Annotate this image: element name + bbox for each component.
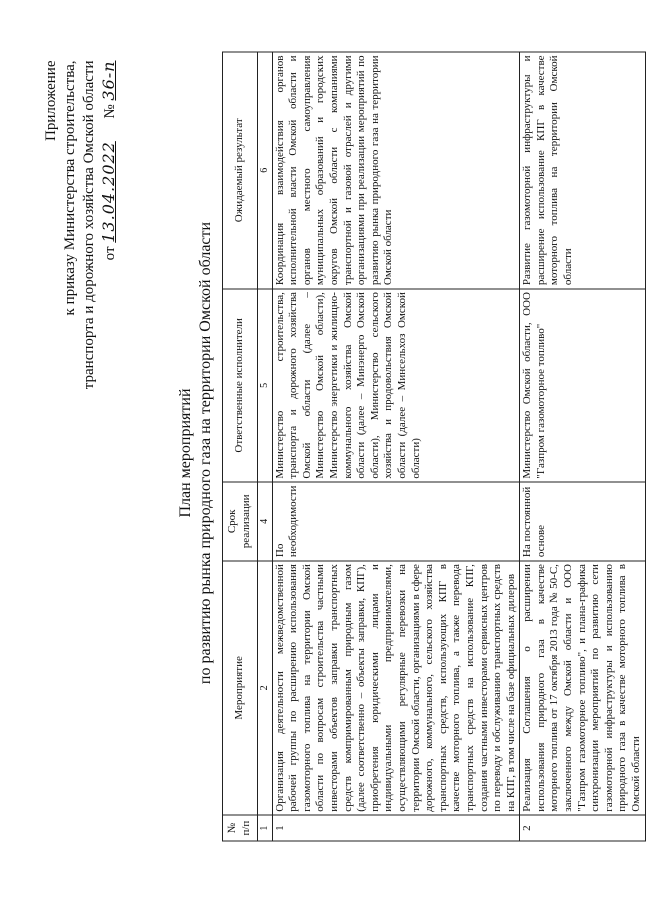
appendix-line-3: транспорта и дорожного хозяйства Омской области <box>81 60 97 389</box>
appendix-line-2: к приказу Министерства строительства, <box>62 60 78 315</box>
row-executors: Министерство Омской области, ООО "Газпром газомоторное топливо" <box>520 288 645 481</box>
header-num: № п/п <box>223 815 258 841</box>
row-activity: Организация деятельности межведомственной рабочей группы по расширению использования газомоторного топлива на территории Омской области по вопросам строительства частными инвесторами объектов заправки транспортных средств компримированным природным газом (далее соответственно – объекты заправки, КПГ), приобретения юридическими лицами и индивидуальными предпринимателями, осуществляющими регулярные перевозки на территории Омской области, организациями в сфере дорожного, коммунального, сельского хозяйства транспортных средств, использующих КПГ в качестве моторного топлива, а также перевода транспортных средств на использование КПГ, создания частными инвесторами сервисных центров по переводу и обслуживанию транспортных средств на КПГ, в том числе на базе официальных дилеров <box>272 560 520 815</box>
number-label: № <box>102 103 118 119</box>
plan-table <box>222 51 646 841</box>
appendix-date-line <box>99 60 120 480</box>
title-line-1: План мероприятий <box>177 387 194 518</box>
colnum-2: 2 <box>258 560 273 815</box>
title-line-2: по развитию рынка природного газа на территории Омской области <box>197 221 214 684</box>
row-result: Координация взаимодействия органов исполнительной власти Омской области и органов местного самоуправления муниципальных образований и городских округов Омской области с компаниями транспортной и газовой отраслей и другими организациями при реализации мероприятий по развитию рынка природного газа на территории Омской области <box>272 52 520 289</box>
order-date: 13.04.2022 <box>99 140 118 243</box>
row-result: Развитие газомоторной инфраструктуры и расширение использование КПГ в качестве моторного топлива на территории Омской области <box>520 52 645 289</box>
table-row <box>272 52 520 841</box>
table-row <box>520 52 645 841</box>
colnum-1: 1 <box>258 815 273 841</box>
colnum-4: 4 <box>258 482 273 561</box>
header-result: Ожидаемый результат <box>223 52 258 289</box>
order-number: 36-п <box>99 60 118 101</box>
row-term: По необходимости <box>272 482 520 561</box>
appendix-line-1: Приложение <box>43 60 59 141</box>
row-term: На постоянной основе <box>520 482 645 561</box>
header-executors: Ответственные исполнители <box>223 288 258 481</box>
header-activity: Мероприятие <box>223 560 258 815</box>
appendix-header <box>42 60 120 480</box>
row-num: 2 <box>520 815 645 841</box>
row-num: 1 <box>272 815 520 841</box>
colnum-6: 6 <box>258 52 273 289</box>
column-number-row <box>258 52 273 841</box>
row-activity: Реализация Соглашения о расширении использования природного газа в качестве моторного топлива от 17 октября 2013 года № 50-С, заключенного между Омской области и ООО "Газпром газомоторное топливо", и плана-графика синхронизации мероприятий по развитию сети газомоторной инфраструктуры и использованию природного газа в качестве моторного топлива в Омской области <box>520 560 645 815</box>
plan-title <box>176 80 216 825</box>
colnum-5: 5 <box>258 288 273 481</box>
row-executors: Министерство строительства, транспорта и дорожного хозяйства Омской области (далее – Министерство Омской области), Министерство энергетики и жилищно-коммунального хозяйства Омской области (далее – Минэнерго Омской области), Министерство сельского хозяйства и продовольствия Омской области (далее – Минсельхоз Омской области) <box>272 288 520 481</box>
from-label: от <box>102 246 118 260</box>
header-term: Срок реализации <box>223 482 258 561</box>
table-header-row <box>223 52 258 841</box>
